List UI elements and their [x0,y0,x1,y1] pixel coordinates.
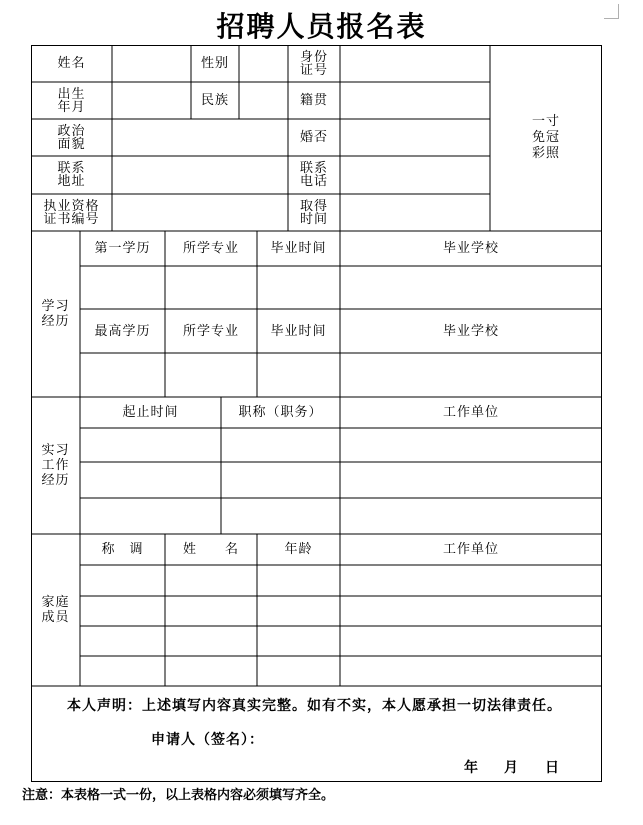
member-name-header: 姓 名 [182,542,239,557]
name-field[interactable] [112,45,191,82]
major-header-2: 所学专业 [182,323,239,339]
marital-status-label: 婚否 [299,130,328,145]
id-number-label: 身份 证号 [299,49,328,78]
school-header: 毕业学校 [442,241,499,256]
marital-status-field[interactable] [340,119,490,156]
gender-label: 性别 [200,56,229,71]
job-title-header: 职称（职务） [238,405,323,420]
month-label: 月 [504,760,518,776]
political-status-field[interactable] [112,119,288,156]
ethnicity-label: 民族 [200,93,229,108]
signature-field[interactable] [271,725,471,749]
graduation-time-header-2: 毕业时间 [270,323,327,339]
certificate-number-label: 执业资格 证书编号 [43,198,100,227]
form-title: 招聘人员报名表 [216,10,427,43]
obtained-time-field[interactable] [340,194,490,231]
school-header-2: 毕业学校 [442,323,499,339]
address-field[interactable] [112,156,288,194]
major-header: 所学专业 [182,241,239,256]
work-unit-header: 工作单位 [442,405,499,420]
family-work-unit-header: 工作单位 [442,542,499,557]
relation-header: 称 调 [101,542,144,557]
birth-date-label: 出生 年月 [57,86,86,115]
highest-degree-header: 最高学历 [94,323,151,339]
first-degree-header: 第一学历 [94,241,151,256]
family-section-label: 家庭 成员 [41,595,70,625]
period-header: 起止时间 [122,405,179,420]
name-label: 姓名 [57,56,86,71]
day-label: 日 [545,760,559,776]
phone-field[interactable] [340,156,490,194]
gender-field[interactable] [239,45,288,82]
political-status-label: 政治 面貌 [57,123,86,152]
declaration-statement: 本人声明：上述填写内容真实完整。如有不实，本人愿承担一切法律责任。 [67,698,562,714]
applicant-signature-label: 申请人（签名）： [151,732,264,748]
photo-placeholder[interactable]: 一寸 免冠 彩照 [531,114,560,161]
address-label: 联系 地址 [57,161,86,189]
education-section-label: 学习 经历 [41,299,70,329]
work-experience-section-label: 实习 工作 经历 [41,443,70,488]
obtained-time-label: 取得 时间 [299,198,328,227]
graduation-time-header: 毕业时间 [270,241,327,256]
id-number-field[interactable] [340,45,490,82]
phone-label: 联系 电话 [299,161,328,189]
native-place-field[interactable] [340,82,490,119]
registration-form [31,45,602,782]
footer-note: 注意：本表格一式一份，以上表格内容必须填写齐全。 [22,788,335,803]
birth-date-field[interactable] [112,82,191,119]
age-header: 年龄 [284,542,313,557]
ethnicity-field[interactable] [239,82,288,119]
year-label: 年 [464,760,478,776]
native-place-label: 籍贯 [299,93,328,108]
certificate-number-field[interactable] [112,194,288,231]
